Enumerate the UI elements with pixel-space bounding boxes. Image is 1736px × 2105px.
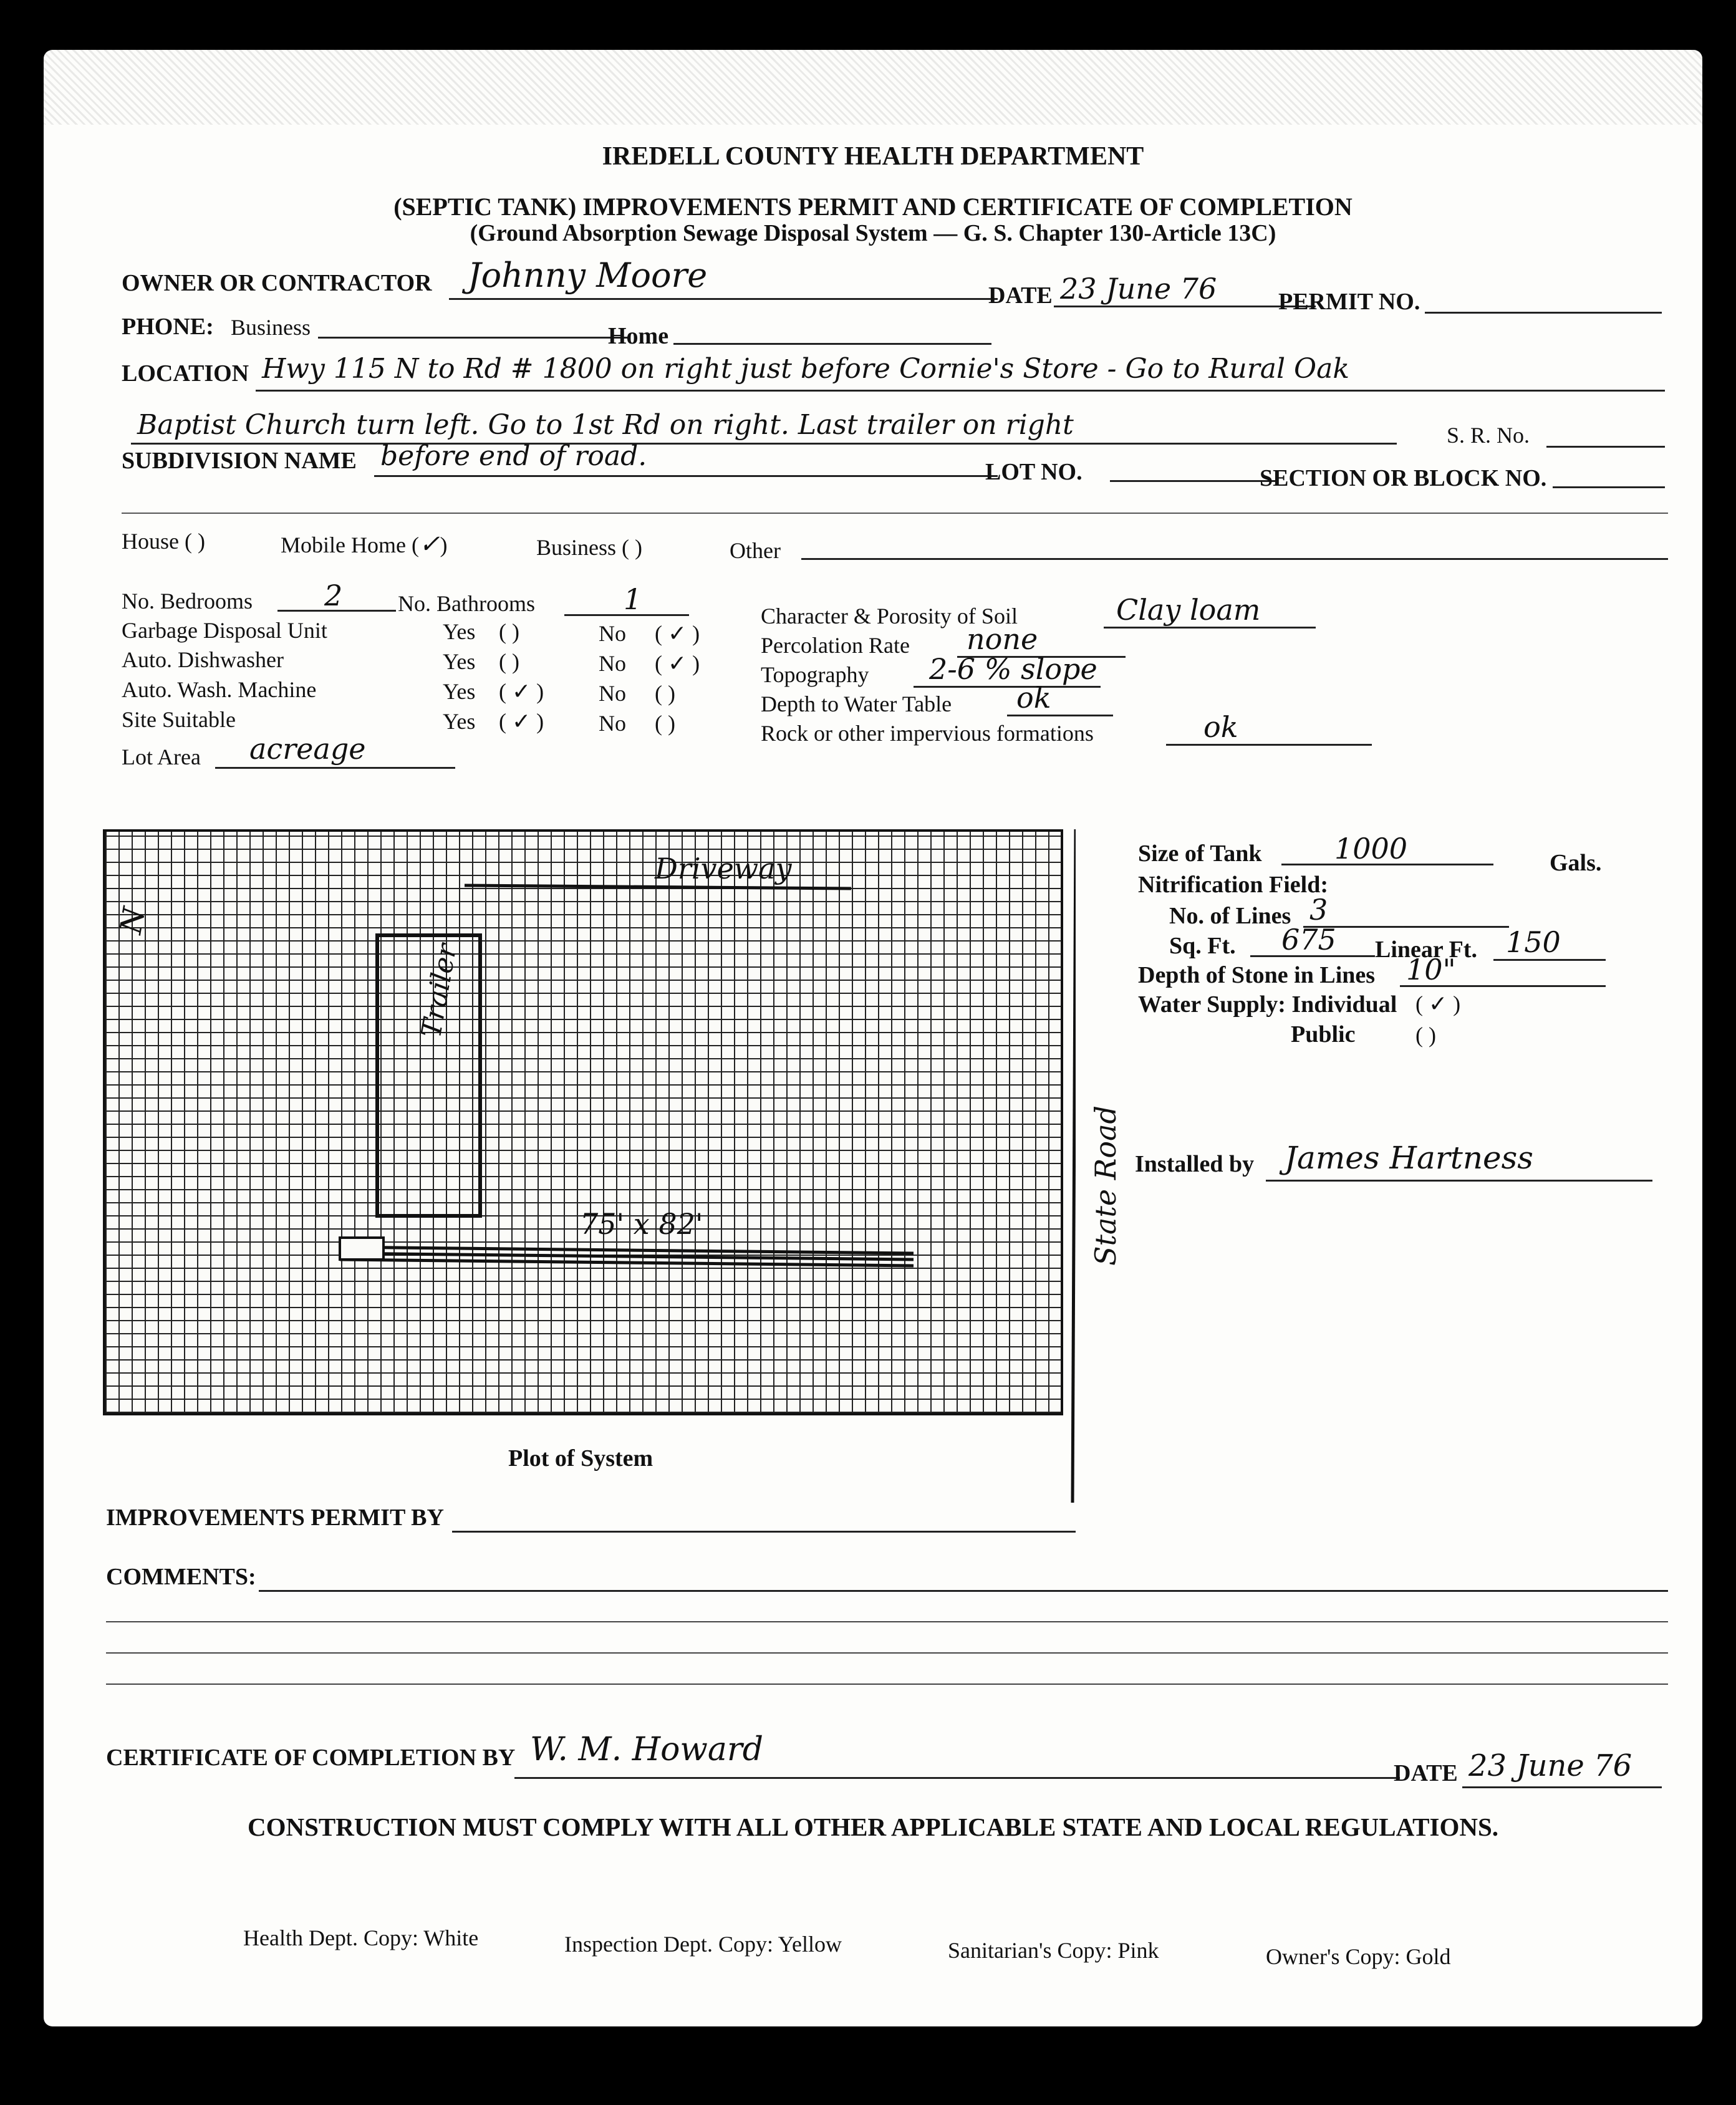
business-phone-line <box>318 337 630 339</box>
subdivision-line <box>374 475 998 477</box>
stone-value: 10" <box>1406 953 1456 986</box>
field-dimensions-label: 75' x 82' <box>580 1207 703 1241</box>
subdivision-value: before end of road. <box>380 440 647 472</box>
rock-label: Rock or other impervious formations <box>761 721 1094 746</box>
dishwasher-no-mark: ( ✓ ) <box>655 651 700 676</box>
field-line-1 <box>340 1247 914 1253</box>
water-table-label: Depth to Water Table <box>761 691 952 716</box>
lot-line <box>1110 480 1278 482</box>
location-line2: Baptist Church turn left. Go to 1st Rd on right. Last trailer on right <box>137 409 1074 441</box>
site-suitable-yes-mark: ( ✓ ) <box>499 709 544 734</box>
bedrooms-label: No. Bedrooms <box>122 589 253 614</box>
state-road-edge <box>1073 829 1076 1503</box>
garbage-no-mark: ( ✓ ) <box>655 621 700 646</box>
permit-line <box>1425 312 1662 314</box>
lines-value: 3 <box>1309 893 1328 927</box>
form-subtitle: (Ground Absorption Sewage Disposal System — G. S. Chapter 130-Article 13C) <box>470 220 1276 246</box>
washer-label: Auto. Wash. Machine <box>122 677 317 702</box>
location-line1: Hwy 115 N to Rd # 1800 on right just before Cornie's Store - Go to Rural Oak <box>262 353 1350 385</box>
comments-line-2 <box>106 1621 1668 1622</box>
water-supply-label: Water Supply: Individual <box>1138 991 1397 1018</box>
washer-no: No <box>599 681 626 706</box>
installed-value: James Hartness <box>1285 1140 1533 1176</box>
stone-label: Depth of Stone in Lines <box>1138 962 1376 988</box>
mobile-home-check: ✓ <box>418 530 440 559</box>
water-individual-mark: ( ✓ ) <box>1415 991 1461 1016</box>
copy-inspection: Inspection Dept. Copy: Yellow <box>564 1932 842 1957</box>
sqft-value: 675 <box>1281 923 1336 956</box>
comments-line-1 <box>259 1590 1668 1592</box>
certificate-line <box>514 1777 1400 1779</box>
dishwasher-yes: Yes <box>443 649 476 674</box>
certificate-date-line <box>1462 1786 1662 1788</box>
dishwasher-no: No <box>599 651 626 676</box>
compliance-notice: CONSTRUCTION MUST COMPLY WITH ALL OTHER APPLICABLE STATE AND LOCAL REGULATIONS. <box>247 1813 1499 1841</box>
sr-label: S. R. No. <box>1447 423 1530 448</box>
tank-size-label: Size of Tank <box>1138 841 1262 867</box>
bedrooms-value: 2 <box>324 579 343 612</box>
garbage-label: Garbage Disposal Unit <box>122 618 327 643</box>
section-label: SECTION OR BLOCK NO. <box>1260 465 1547 491</box>
other-option: Other <box>730 538 781 563</box>
business-phone-label: Business <box>231 315 311 340</box>
certificate-date-value: 23 June 76 <box>1468 1748 1632 1783</box>
permit-by-label: IMPROVEMENTS PERMIT BY <box>106 1505 444 1531</box>
scan-noise <box>44 50 1702 125</box>
washer-no-mark: ( ) <box>655 681 675 706</box>
section-line <box>1553 486 1665 488</box>
linear-label: Linear Ft. <box>1375 937 1477 963</box>
comments-line-4 <box>106 1684 1668 1685</box>
home-phone-label: Home <box>608 323 669 349</box>
state-road-label: State Road <box>1089 1105 1122 1266</box>
water-table-line <box>1007 715 1113 716</box>
sr-line <box>1546 446 1665 448</box>
rock-line <box>1166 744 1372 746</box>
sqft-label: Sq. Ft. <box>1169 933 1236 959</box>
copy-owner: Owner's Copy: Gold <box>1266 1944 1451 1969</box>
garbage-yes-mark: ( ) <box>499 619 519 644</box>
agency-title: IREDELL COUNTY HEALTH DEPARTMENT <box>602 142 1144 171</box>
washer-yes: Yes <box>443 679 476 704</box>
tank-box <box>340 1238 383 1260</box>
driveway-line <box>465 885 851 889</box>
field-line-2 <box>340 1253 914 1260</box>
site-suitable-yes: Yes <box>443 709 476 734</box>
site-suitable-no-mark: ( ) <box>655 711 675 736</box>
location-underline1 <box>256 390 1665 392</box>
location-underline2 <box>131 443 1397 445</box>
comments-line-3 <box>106 1652 1668 1654</box>
soil-character-line <box>1104 627 1316 629</box>
business-option: Business ( ) <box>536 535 642 560</box>
lot-area-line <box>215 767 455 769</box>
plot-caption: Plot of System <box>508 1445 653 1472</box>
rock-value: ok <box>1203 710 1238 744</box>
phone-label: PHONE: <box>122 314 214 340</box>
washer-yes-mark: ( ✓ ) <box>499 679 544 704</box>
garbage-yes: Yes <box>443 619 476 644</box>
stone-line <box>1400 985 1606 987</box>
lot-label: LOT NO. <box>985 459 1083 485</box>
house-option: House ( ) <box>122 529 205 554</box>
form-title: (SEPTIC TANK) IMPROVEMENTS PERMIT AND CERTIFICATE OF COMPLETION <box>393 193 1353 221</box>
driveway-label: Driveway <box>655 852 792 885</box>
site-suitable-label: Site Suitable <box>122 707 236 732</box>
tank-size-value: 1000 <box>1334 832 1408 865</box>
public-mark: ( ) <box>1415 1023 1436 1048</box>
owner-line <box>449 298 998 300</box>
bathrooms-label: No. Bathrooms <box>398 591 535 616</box>
public-label: Public <box>1291 1021 1356 1048</box>
owner-label: OWNER OR CONTRACTOR <box>122 270 432 296</box>
other-line <box>801 558 1668 560</box>
installed-line <box>1266 1180 1652 1182</box>
certificate-label: CERTIFICATE OF COMPLETION BY <box>106 1745 516 1771</box>
subdivision-label: SUBDIVISION NAME <box>122 448 357 474</box>
lines-label: No. of Lines <box>1169 903 1291 929</box>
field-label: Nitrification Field: <box>1138 872 1328 898</box>
copy-sanitarian: Sanitarian's Copy: Pink <box>948 1938 1159 1963</box>
owner-value: Johnny Moore <box>468 256 708 295</box>
date-line <box>1054 306 1316 307</box>
linear-value: 150 <box>1506 925 1561 959</box>
gals-label: Gals. <box>1550 850 1602 876</box>
mobile-home-option <box>281 532 447 557</box>
comments-label: COMMENTS: <box>106 1564 256 1590</box>
separator-line <box>122 513 1668 514</box>
tank-size-line <box>1281 864 1493 865</box>
sqft-line <box>1250 955 1375 957</box>
soil-character-label: Character & Porosity of Soil <box>761 604 1018 629</box>
installed-label: Installed by <box>1135 1151 1255 1177</box>
linear-line <box>1493 959 1606 961</box>
mobile-home-close: ) <box>440 532 448 557</box>
lot-area-value: acreage <box>249 732 366 766</box>
certificate-date-label: DATE <box>1394 1760 1458 1786</box>
perc-value: none <box>967 622 1038 656</box>
topography-label: Topography <box>761 662 869 687</box>
trailer-label: Trailer <box>415 941 463 1041</box>
date-value: 23 June 76 <box>1060 272 1217 306</box>
mobile-home-label: Mobile Home ( <box>281 532 419 557</box>
plot-sketch <box>103 829 1076 1503</box>
topography-value: 2-6 % slope <box>929 652 1097 686</box>
date-label: DATE <box>988 282 1053 309</box>
site-suitable-no: No <box>599 711 626 736</box>
soil-character-value: Clay loam <box>1116 593 1261 627</box>
water-table-value: ok <box>1016 681 1051 715</box>
bathrooms-value: 1 <box>624 582 642 616</box>
garbage-no: No <box>599 621 626 646</box>
field-line-3 <box>340 1260 914 1266</box>
copy-health: Health Dept. Copy: White <box>243 1925 479 1950</box>
certificate-value: W. M. Howard <box>530 1731 764 1768</box>
dishwasher-label: Auto. Dishwasher <box>122 647 284 672</box>
permit-label: PERMIT NO. <box>1278 289 1420 315</box>
lot-area-label: Lot Area <box>122 744 201 769</box>
perc-label: Percolation Rate <box>761 633 910 658</box>
north-arrow-label: N <box>113 904 153 937</box>
home-phone-line <box>673 343 991 345</box>
topography-line <box>914 686 1101 688</box>
permit-by-line <box>452 1531 1076 1533</box>
dishwasher-yes-mark: ( ) <box>499 649 519 674</box>
location-label: LOCATION <box>122 360 249 387</box>
permit-form <box>44 50 1702 2026</box>
